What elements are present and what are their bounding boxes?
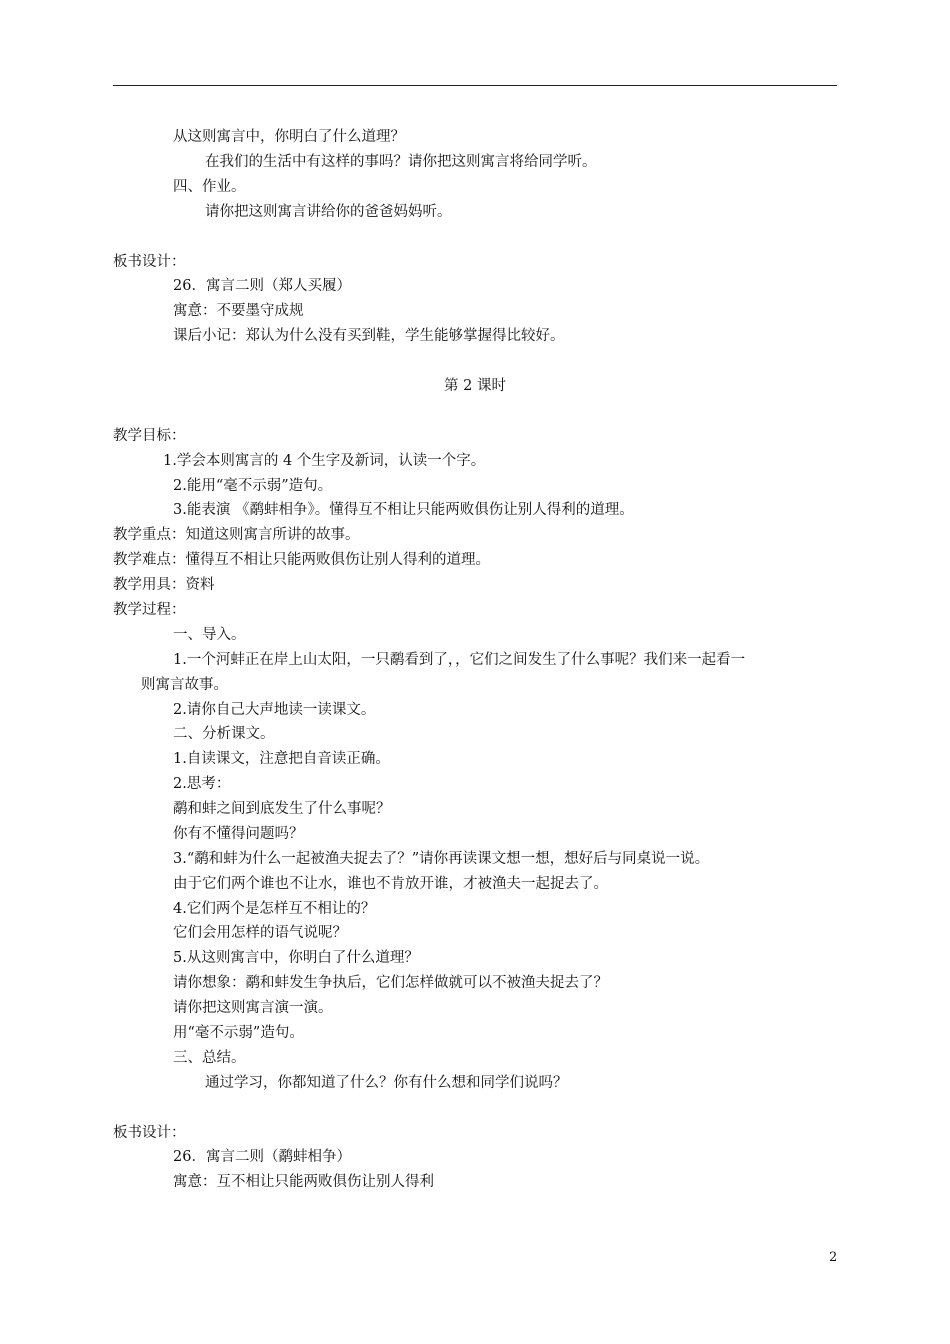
text-line: 3.“鹬和蚌为什么一起被渔夫捉去了？”请你再读课文想一想，想好后与同桌说一说。 bbox=[173, 851, 710, 867]
text-line: 一、导入。 bbox=[173, 627, 246, 643]
text-line: 4.它们两个是怎样互不相让的？ bbox=[173, 901, 376, 917]
text-line: 教学重点：知道这则寓言所讲的故事。 bbox=[113, 527, 360, 543]
text-line: 由于它们两个谁也不让水，谁也不肯放开谁，才被渔夫一起捉去了。 bbox=[173, 876, 608, 892]
text-line: 从这则寓言中，你明白了什么道理？ bbox=[173, 129, 405, 145]
section-heading: 教学过程： bbox=[113, 602, 186, 618]
text-line: 请你把这则寓言演一演。 bbox=[173, 1000, 333, 1016]
text-line: 3.能表演 《鹬蚌相争》。懂得互不相让只能两败俱伤让别人得利的道理。 bbox=[173, 502, 634, 518]
text-line: 教学用具：资料 bbox=[113, 577, 215, 593]
text-line: 5.从这则寓言中，你明白了什么道理？ bbox=[173, 950, 419, 966]
section-heading: 教学目标： bbox=[113, 428, 186, 444]
text-line: 请你想象：鹬和蚌发生争执后，它们怎样做就可以不被渔夫捉去了？ bbox=[173, 975, 608, 991]
text-line: 1.学会本则寓言的 4 个生字及新词，认读一个字。 bbox=[163, 453, 486, 469]
text-line: 请你把这则寓言讲给你的爸爸妈妈听。 bbox=[205, 204, 452, 220]
lesson-title: 第 2 课时 bbox=[444, 378, 506, 394]
text-line: 1.自读课文，注意把自音读正确。 bbox=[173, 751, 390, 767]
text-line: 寓意：不要墨守成规 bbox=[173, 303, 304, 319]
header-rule bbox=[113, 85, 837, 86]
page-number: 2 bbox=[829, 1250, 838, 1265]
text-line: 教学难点：懂得互不相让只能两败俱伤让别人得利的道理。 bbox=[113, 552, 490, 568]
text-line: 用“毫不示弱”造句。 bbox=[173, 1025, 304, 1041]
text-line: 2.能用“毫不示弱”造句。 bbox=[173, 478, 333, 494]
text-line: 寓意：互不相让只能两败俱伤让别人得利 bbox=[173, 1174, 434, 1190]
text-line: 通过学习，你都知道了什么？你有什么想和同学们说吗？ bbox=[205, 1075, 568, 1091]
text-line: 2.请你自己大声地读一读课文。 bbox=[173, 702, 376, 718]
text-line: 26．寓言二则（郑人买履） bbox=[173, 278, 351, 294]
text-line: 则寓言故事。 bbox=[141, 677, 228, 693]
text-line: 26．寓言二则（鹬蚌相争） bbox=[173, 1149, 351, 1165]
text-line: 鹬和蚌之间到底发生了什么事呢？ bbox=[173, 801, 391, 817]
text-line: 1.一个河蚌正在岸上山太阳，一只鹬看到了，，它们之间发生了什么事呢？我们来一起看一 bbox=[173, 652, 746, 668]
text-line: 四、作业。 bbox=[173, 179, 246, 195]
text-line: 课后小记：郑认为什么没有买到鞋，学生能够掌握得比较好。 bbox=[173, 328, 565, 344]
text-line: 在我们的生活中有这样的事吗？请你把这则寓言将给同学听。 bbox=[205, 154, 597, 170]
text-line: 2.思考： bbox=[173, 776, 231, 792]
section-heading: 板书设计： bbox=[113, 254, 186, 270]
text-line: 你有不懂得问题吗？ bbox=[173, 826, 304, 842]
text-line: 它们会用怎样的语气说呢？ bbox=[173, 925, 347, 941]
text-line: 三、总结。 bbox=[173, 1050, 246, 1066]
section-heading: 板书设计： bbox=[113, 1125, 186, 1141]
text-line: 二、分析课文。 bbox=[173, 726, 275, 742]
